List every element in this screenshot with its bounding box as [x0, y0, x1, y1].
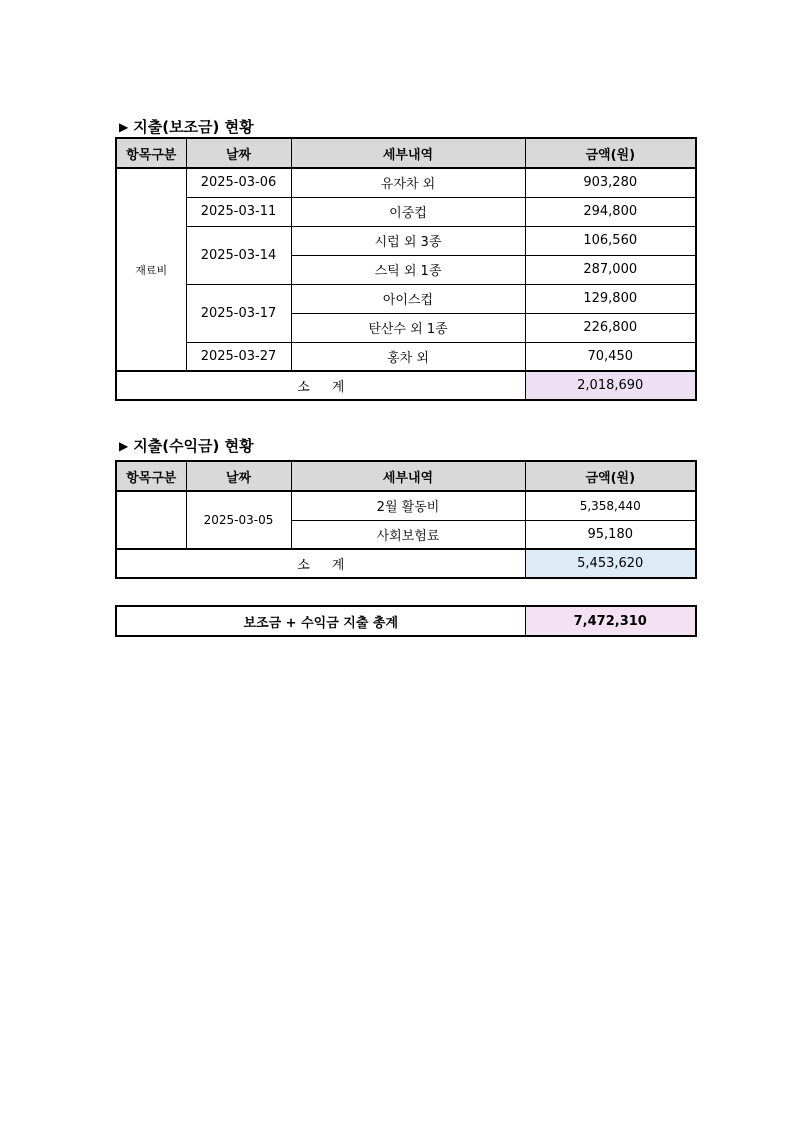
detail-cell: 이중컵 — [291, 197, 525, 226]
col-header-amount: 금액(원) — [525, 461, 696, 491]
amount-cell: 106,560 — [525, 226, 696, 255]
col-header-amount: 금액(원) — [525, 138, 696, 168]
amount-cell: 95,180 — [525, 520, 696, 549]
subtotal-amount: 5,453,620 — [525, 549, 696, 578]
date-cell: 2025-03-11 — [186, 197, 291, 226]
col-header-detail: 세부내역 — [291, 138, 525, 168]
subtotal-label-part1: 소 — [297, 558, 310, 573]
subtotal-label-part2: 계 — [331, 558, 345, 573]
subsidy-expense-table — [115, 137, 697, 401]
detail-cell: 사회보험료 — [291, 520, 525, 549]
amount-cell: 129,800 — [525, 284, 696, 313]
date-cell: 2025-03-17 — [186, 284, 291, 342]
table-header-row — [116, 138, 696, 168]
detail-cell: 스틱 외 1종 — [291, 255, 525, 284]
date-cell: 2025-03-14 — [186, 226, 291, 284]
subtotal-label — [116, 549, 525, 578]
table-row — [116, 342, 696, 371]
grand-total-amount: 7,472,310 — [525, 606, 696, 636]
col-header-category: 항목구분 — [116, 138, 186, 168]
category-cell: 재료비 — [116, 168, 186, 371]
detail-cell: 시럽 외 3종 — [291, 226, 525, 255]
date-cell: 2025-03-05 — [186, 491, 291, 549]
detail-cell: 2월 활동비 — [291, 491, 525, 520]
col-header-category: 항목구분 — [116, 461, 186, 491]
grand-total-label: 보조금 + 수익금 지출 총계 — [116, 606, 525, 636]
col-header-date: 날짜 — [186, 138, 291, 168]
amount-cell: 903,280 — [525, 168, 696, 197]
table-row — [116, 491, 696, 520]
revenue-expense-table — [115, 460, 697, 579]
table-row — [116, 284, 696, 313]
triangle-right-icon: ▶ — [119, 120, 129, 134]
subtotal-amount: 2,018,690 — [525, 371, 696, 400]
date-cell: 2025-03-27 — [186, 342, 291, 371]
grand-total-table — [115, 605, 697, 637]
section1-title-text: 지출(보조금) 현황 — [133, 118, 254, 136]
col-header-detail: 세부내역 — [291, 461, 525, 491]
amount-cell: 70,450 — [525, 342, 696, 371]
subtotal-label-part1: 소 — [297, 380, 310, 395]
date-cell: 2025-03-06 — [186, 168, 291, 197]
table-row — [116, 168, 696, 197]
table-row — [116, 197, 696, 226]
category-cell — [116, 491, 186, 549]
col-header-date: 날짜 — [186, 461, 291, 491]
section2-title-text: 지출(수익금) 현황 — [133, 437, 254, 455]
detail-cell: 탄산수 외 1종 — [291, 313, 525, 342]
subtotal-row — [116, 549, 696, 578]
subtotal-label — [116, 371, 525, 400]
table-row — [116, 226, 696, 255]
amount-cell: 287,000 — [525, 255, 696, 284]
subtotal-row — [116, 371, 696, 400]
detail-cell: 아이스컵 — [291, 284, 525, 313]
section2-title — [119, 437, 254, 456]
triangle-right-icon: ▶ — [119, 439, 129, 453]
amount-cell: 226,800 — [525, 313, 696, 342]
detail-cell: 유자차 외 — [291, 168, 525, 197]
amount-cell: 294,800 — [525, 197, 696, 226]
detail-cell: 홍차 외 — [291, 342, 525, 371]
table-header-row — [116, 461, 696, 491]
grand-total-row — [116, 606, 696, 636]
section1-title — [119, 118, 254, 137]
subtotal-label-part2: 계 — [331, 380, 345, 395]
amount-cell: 5,358,440 — [525, 491, 696, 520]
